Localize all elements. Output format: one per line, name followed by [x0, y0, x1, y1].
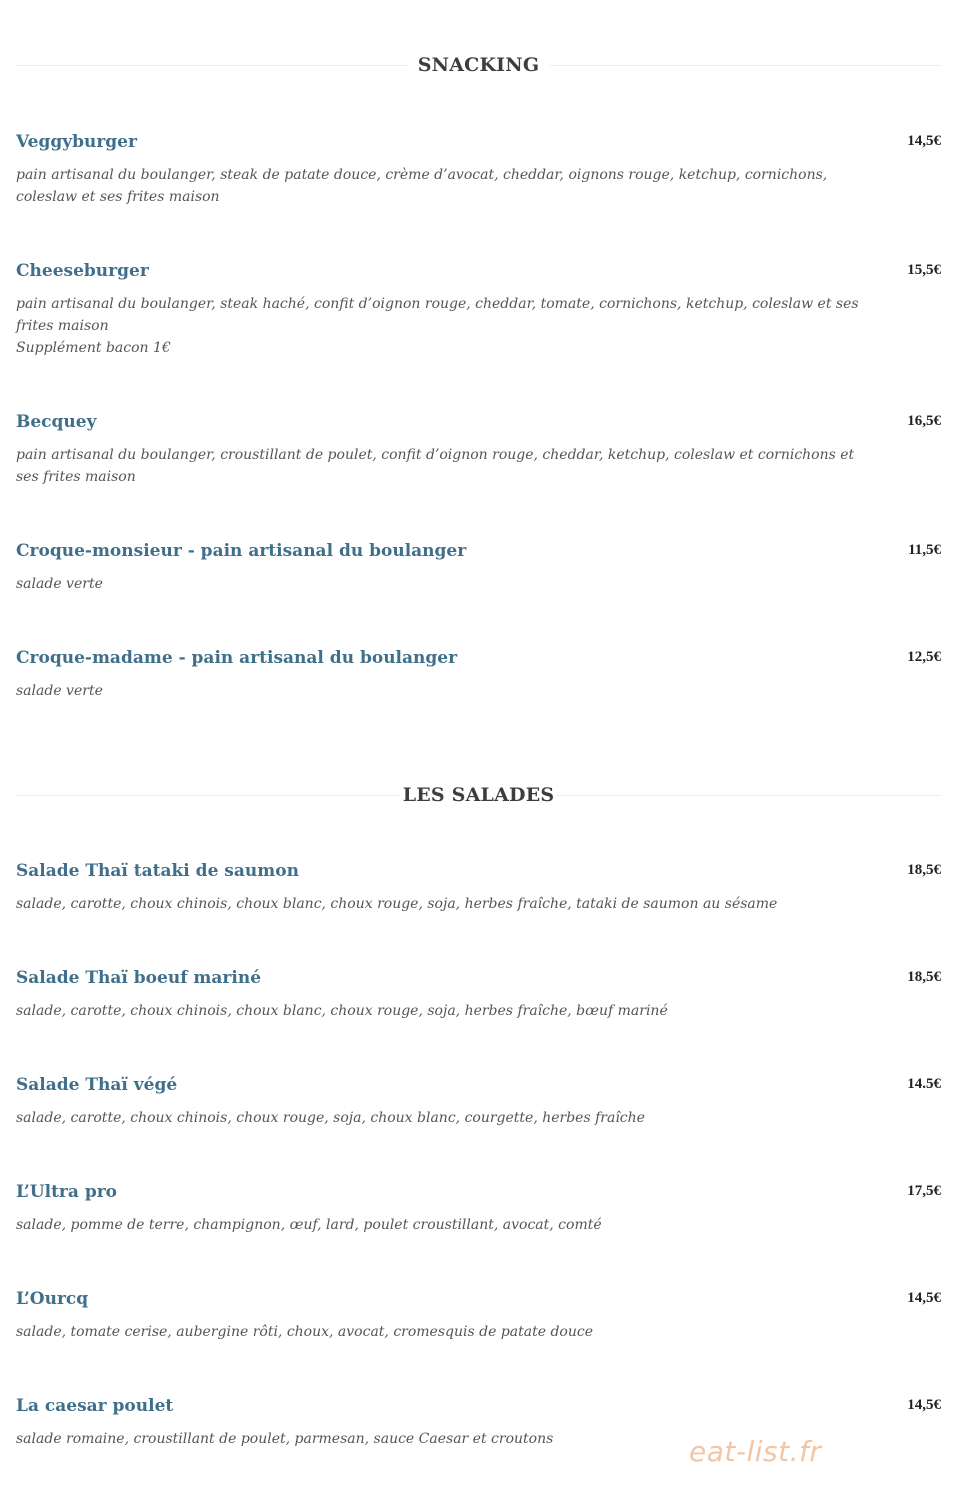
description-line: salade, pomme de terre, champignon, œuf, lard, poulet croustillant, avocat, comté	[16, 1217, 602, 1233]
description-line: salade, carotte, choux chinois, choux rouge, soja, choux blanc, courgette, herbes fraîche	[16, 1110, 645, 1126]
description-line: salade verte	[16, 576, 103, 592]
menu-item-croque-madame	[16, 646, 941, 702]
item-name: Salade Thaï végé	[16, 1075, 178, 1095]
menu-item-croque-monsieur	[16, 539, 941, 595]
menu-item-ultra-pro	[16, 1180, 941, 1236]
item-name: Croque-madame - pain artisanal du boulanger	[16, 648, 458, 668]
item-price: 18,5€	[907, 969, 941, 985]
item-price: 12,5€	[907, 649, 941, 665]
item-price: 14,5€	[907, 1397, 941, 1413]
section-header-snacking	[16, 51, 941, 81]
item-description	[16, 1214, 856, 1236]
description-line: salade verte	[16, 683, 103, 699]
menu-item-salade-thai-tataki	[16, 859, 941, 915]
item-description	[16, 680, 856, 702]
item-description	[16, 573, 856, 595]
menu-item-cheeseburger	[16, 259, 941, 359]
item-name: Cheeseburger	[16, 261, 149, 281]
item-description	[16, 164, 856, 208]
description-line: ses frites maison	[16, 469, 136, 485]
item-price: 14.5€	[907, 1076, 941, 1092]
item-name: Becquey	[16, 412, 97, 432]
item-name: L’Ourcq	[16, 1289, 89, 1309]
item-price: 14,5€	[907, 1290, 941, 1306]
item-price: 16,5€	[907, 413, 941, 429]
description-line: salade, tomate cerise, aubergine rôti, choux, avocat, cromesquis de patate douce	[16, 1324, 593, 1340]
section-header-les-salades	[16, 781, 941, 811]
item-name: Veggyburger	[16, 132, 137, 152]
description-line: salade romaine, croustillant de poulet, parmesan, sauce Caesar et croutons	[16, 1431, 554, 1447]
description-line: pain artisanal du boulanger, steak haché, confit d’oignon rouge, cheddar, tomate, cornichons, ketchup, coleslaw et ses	[16, 296, 859, 312]
watermark: eat-list.fr	[689, 1435, 822, 1468]
item-name: Croque-monsieur - pain artisanal du boulanger	[16, 541, 467, 561]
description-line: pain artisanal du boulanger, croustillant de poulet, confit d’oignon rouge, cheddar, ketchup, coleslaw et cornichons et	[16, 447, 855, 463]
section-title: SNACKING	[417, 54, 540, 76]
menu-item-becquey	[16, 410, 941, 488]
item-price: 17,5€	[907, 1183, 941, 1199]
menu-item-ourcq	[16, 1287, 941, 1343]
menu-item-veggyburger	[16, 130, 941, 208]
item-name: Salade Thaï tataki de saumon	[16, 861, 299, 881]
section-title: LES SALADES	[402, 784, 555, 806]
description-line: Supplément bacon 1€	[16, 340, 171, 356]
item-description	[16, 1321, 856, 1343]
description-line: frites maison	[16, 318, 109, 334]
item-description	[16, 444, 856, 488]
description-line: pain artisanal du boulanger, steak de patate douce, crème d’avocat, cheddar, oignons rouge, ketchup, cornichons,	[16, 167, 828, 183]
description-line: salade, carotte, choux chinois, choux blanc, choux rouge, soja, herbes fraîche, bœuf mariné	[16, 1003, 668, 1019]
description-line: coleslaw et ses frites maison	[16, 189, 220, 205]
item-price: 14,5€	[907, 133, 941, 149]
menu-item-salade-thai-boeuf	[16, 966, 941, 1022]
item-name: Salade Thaï boeuf mariné	[16, 968, 262, 988]
item-description	[16, 1107, 856, 1129]
item-price: 11,5€	[908, 542, 941, 558]
description-line: salade, carotte, choux chinois, choux blanc, choux rouge, soja, herbes fraîche, tataki de saumon au sésame	[16, 896, 778, 912]
item-description	[16, 1000, 856, 1022]
item-description	[16, 893, 856, 915]
item-description	[16, 293, 859, 359]
menu-item-salade-thai-vege	[16, 1073, 941, 1129]
item-price: 18,5€	[907, 862, 941, 878]
item-name: La caesar poulet	[16, 1396, 174, 1416]
item-price: 15,5€	[907, 262, 941, 278]
item-name: L’Ultra pro	[16, 1182, 118, 1202]
